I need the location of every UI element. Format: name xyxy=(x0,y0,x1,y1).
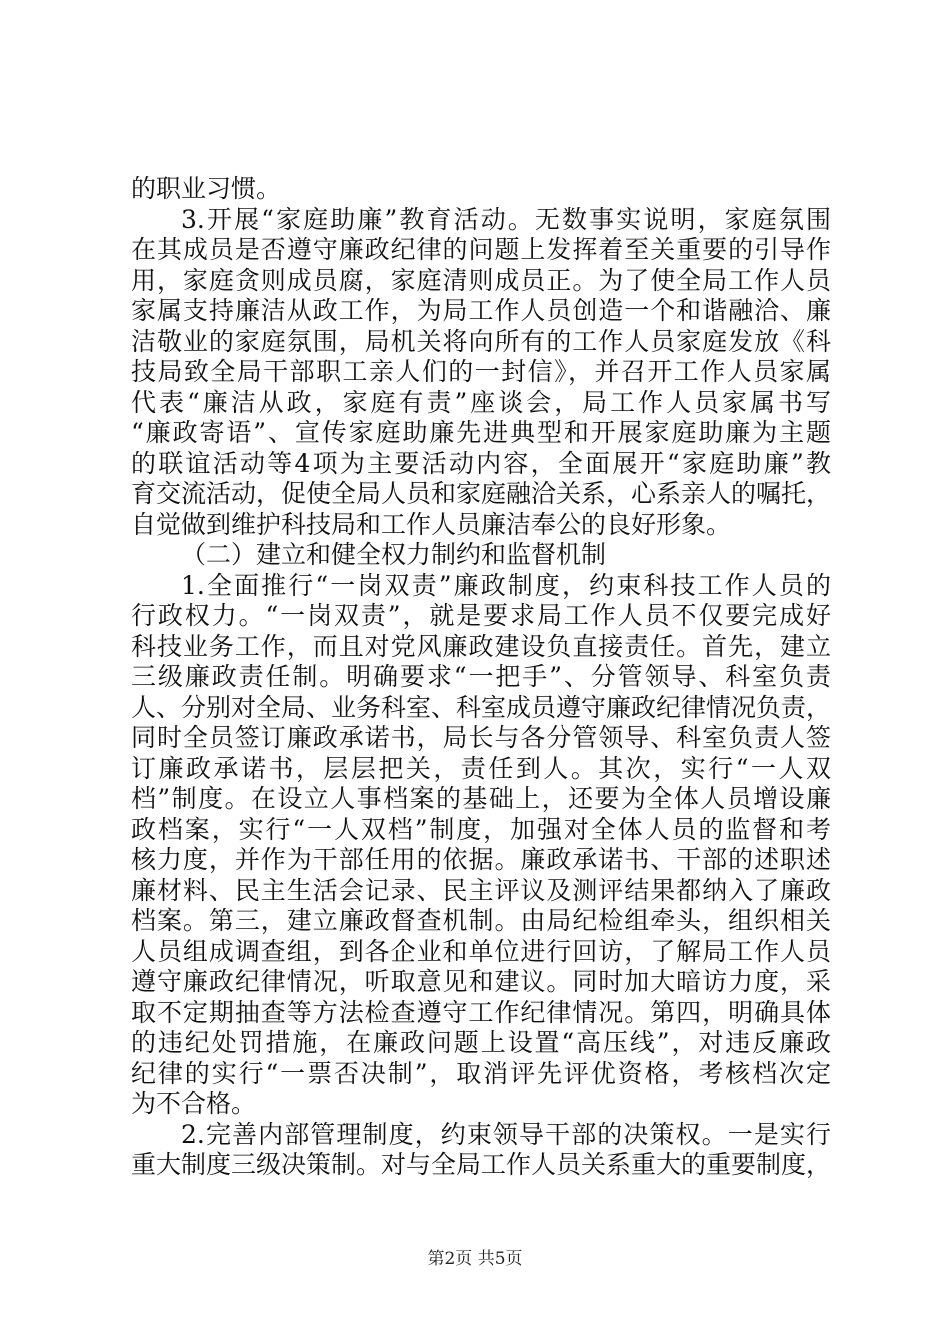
text-line: 政档案，实行“一人双档”制度，加强对全体人员的监督和考 xyxy=(131,814,831,844)
page-footer: 第2页 共5页 xyxy=(427,1249,523,1269)
text-line: 核力度，并作为干部任用的依据。廉政承诺书、干部的述职述 xyxy=(131,845,831,874)
paragraph xyxy=(131,1120,831,1181)
text-line: 2.完善内部管理制度，约束领导干部的决策权。一是实行 xyxy=(181,1119,831,1149)
text-line: 人、分别对全局、业务科室、科室成员遵守廉政纪律情况负责， xyxy=(131,692,832,722)
text-line: 取不定期抽查等方法检查遵守工作纪律情况。第四，明确具体 xyxy=(131,997,831,1027)
paragraph xyxy=(131,540,831,571)
paragraph xyxy=(131,205,831,541)
text-line: 三级廉政责任制。明确要求“一把手”、分管领导、科室负责 xyxy=(131,662,831,691)
text-line: 家属支持廉洁从政工作，为局工作人员创造一个和谐融洽、廉 xyxy=(131,296,831,325)
text-line: 档”制度。在设立人事档案的基础上，还要为全体人员增设廉 xyxy=(131,784,831,813)
text-line: 重大制度三级决策制。对与全局工作人员关系重大的重要制度， xyxy=(131,1150,832,1179)
text-line: 代表“廉洁从政，家庭有责”座谈会，局工作人员家属书写 xyxy=(131,387,831,417)
text-line: 遵守廉政纪律情况，听取意见和建议。同时加大暗访力度，采 xyxy=(131,967,831,996)
text-line: 自觉做到维护科技局和工作人员廉洁奉公的良好形象。 xyxy=(131,509,732,539)
text-line: 技局致全局干部职工亲人们的一封信》，并召开工作人员家属 xyxy=(131,357,831,386)
document-body xyxy=(131,174,831,1181)
text-line: 3.开展“家庭助廉”教育活动。无数事实说明，家庭氛围 xyxy=(181,204,831,234)
text-line: 同时全员签订廉政承诺书，局长与各分管领导、科室负责人签 xyxy=(131,723,831,752)
text-line: 洁敬业的家庭氛围，局机关将向所有的工作人员家庭发放《科 xyxy=(131,326,831,356)
text-line: 档案。第三，建立廉政督查机制。由局纪检组牵头，组织相关 xyxy=(131,906,831,935)
text-line: 纪律的实行“一票否决制”，取消评先评优资格，考核档次定 xyxy=(131,1058,831,1088)
text-line: 在其成员是否遵守廉政纪律的问题上发挥着至关重要的引导作 xyxy=(131,235,831,264)
text-line: 用，家庭贪则成员腐，家庭清则成员正。为了使全局工作人员 xyxy=(131,265,831,295)
text-line: 育交流活动，促使全局人员和家庭融洽关系，心系亲人的嘱托， xyxy=(131,479,832,508)
paragraph xyxy=(131,174,831,205)
paragraph xyxy=(131,571,831,1120)
text-line: 廉材料、民主生活会记录、民主评议及测评结果都纳入了廉政 xyxy=(131,875,831,905)
text-line: 1.全面推行“一岗双责”廉政制度，约束科技工作人员的 xyxy=(181,570,831,600)
text-line: 科技业务工作，而且对党风廉政建设负直接责任。首先，建立 xyxy=(131,631,831,661)
text-line: “廉政寄语”、宣传家庭助廉先进典型和开展家庭助廉为主题 xyxy=(131,418,831,447)
text-line: 的联谊活动等4项为主要活动内容，全面展开“家庭助廉”教 xyxy=(131,448,831,478)
text-line: 的违纪处罚措施，在廉政问题上设置“高压线”，对违反廉政 xyxy=(131,1028,831,1057)
text-line: （二）建立和健全权力制约和监督机制 xyxy=(181,540,607,569)
text-line: 人员组成调查组，到各企业和单位进行回访，了解局工作人员 xyxy=(131,936,831,966)
text-line: 为不合格。 xyxy=(131,1089,257,1118)
text-line: 的职业习惯。 xyxy=(131,174,282,203)
text-line: 行政权力。“一岗双责”，就是要求局工作人员不仅要完成好 xyxy=(131,601,831,630)
text-line: 订廉政承诺书，层层把关，责任到人。其次，实行“一人双 xyxy=(131,753,831,783)
